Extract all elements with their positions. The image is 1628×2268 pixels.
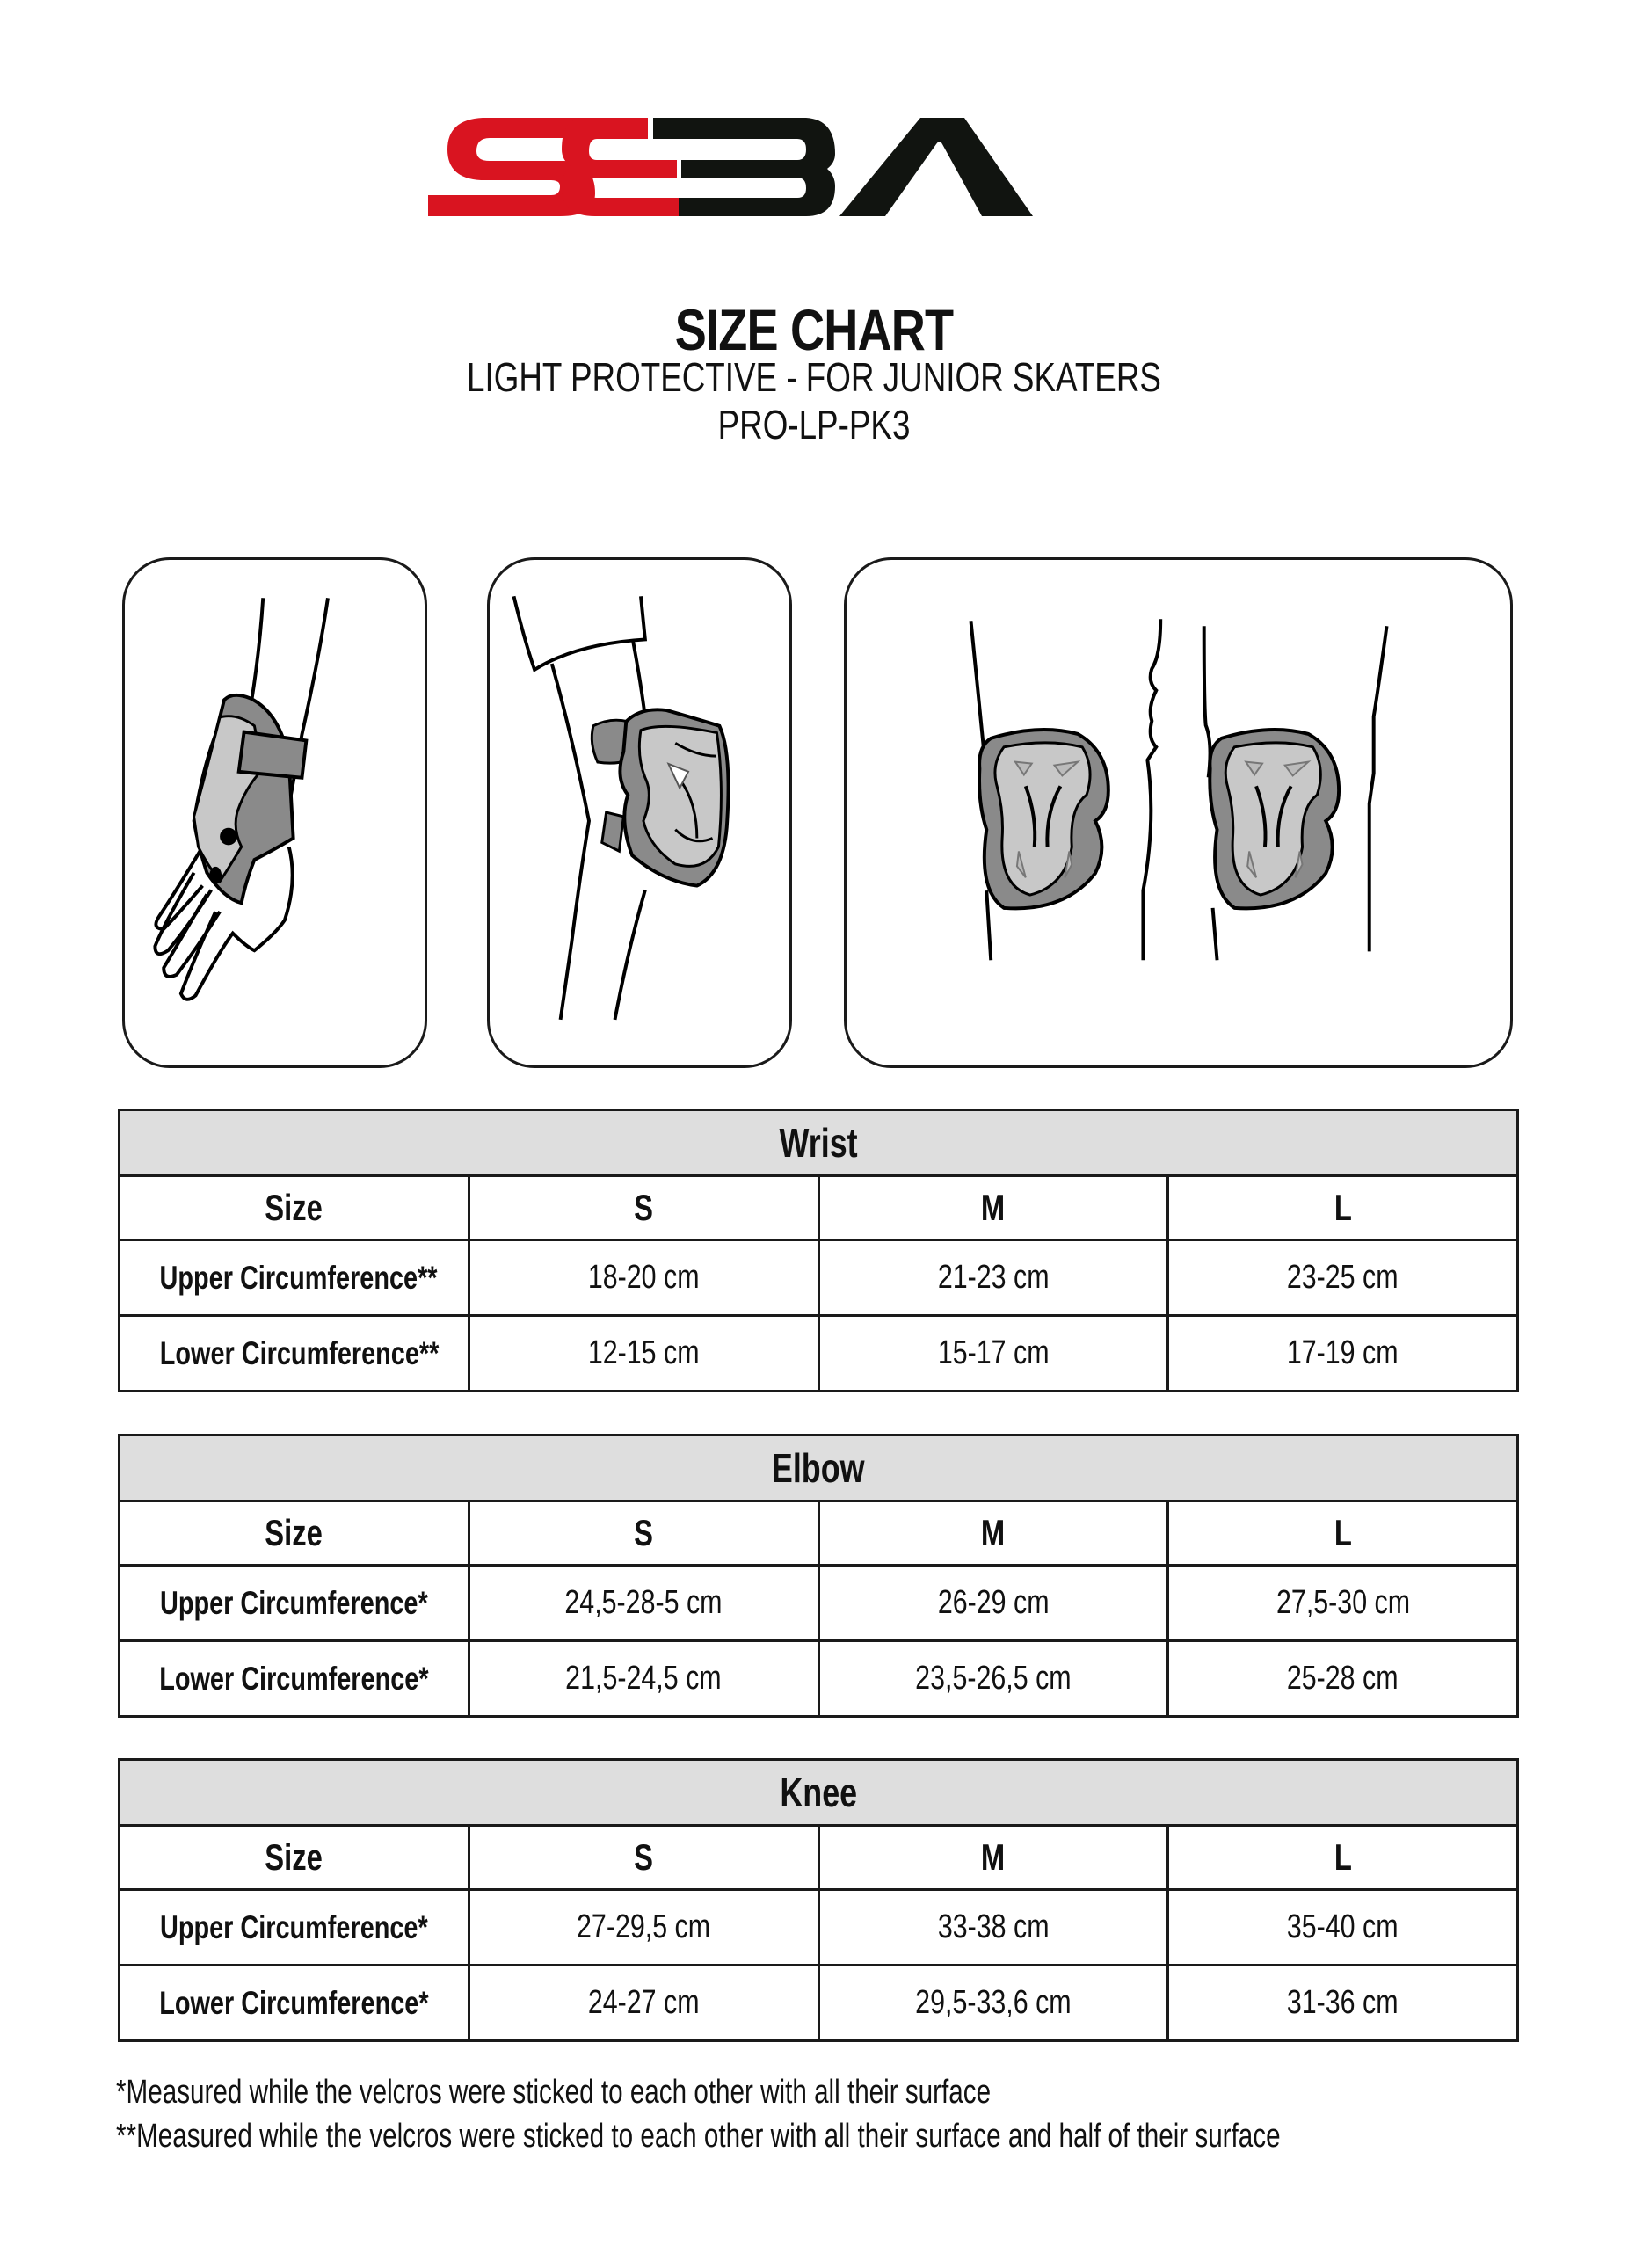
- wrist-guard-icon: [125, 560, 425, 1065]
- table-title: Knee: [120, 1760, 1518, 1826]
- table-row: [120, 1240, 1518, 1316]
- column-header-s: S: [469, 1176, 818, 1240]
- column-header-l: L: [1168, 1176, 1518, 1240]
- row-label: Upper Circumference*: [120, 1566, 469, 1641]
- wrist-size-table: [118, 1109, 1519, 1392]
- left-knee-pad: [979, 730, 1108, 908]
- table-cell: 23-25 cm: [1168, 1240, 1518, 1316]
- table-title: Elbow: [120, 1436, 1518, 1501]
- footnote-double-asterisk: **Measured while the velcros were sticked to each other with all their surface and half of their surface: [116, 2118, 1281, 2155]
- page-title: SIZE CHART: [674, 297, 954, 362]
- table-row: [120, 1316, 1518, 1392]
- column-header-s: S: [469, 1501, 818, 1566]
- row-label: Lower Circumference*: [120, 1966, 469, 2041]
- seba-logo: [428, 114, 1210, 220]
- table-title: Wrist: [120, 1110, 1518, 1176]
- column-header-s: S: [469, 1826, 818, 1890]
- table-cell: 27,5-30 cm: [1168, 1566, 1518, 1641]
- knee-size-table: [118, 1758, 1519, 2042]
- table-header-row: [120, 1501, 1518, 1566]
- table-cell: 15-17 cm: [818, 1316, 1168, 1392]
- row-label: Lower Circumference**: [120, 1316, 469, 1392]
- table-row: [120, 1890, 1518, 1966]
- right-knee-pad: [1210, 730, 1339, 908]
- row-label: Upper Circumference*: [120, 1890, 469, 1966]
- footnotes: [116, 2070, 1609, 2158]
- table-cell: 17-19 cm: [1168, 1316, 1518, 1392]
- table-cell: 21,5-24,5 cm: [469, 1641, 818, 1717]
- table-header-row: [120, 1176, 1518, 1240]
- elbow-size-table: [118, 1434, 1519, 1718]
- table-cell: 27-29,5 cm: [469, 1890, 818, 1966]
- table-row: [120, 1641, 1518, 1717]
- table-cell: 33-38 cm: [818, 1890, 1168, 1966]
- table-cell: 12-15 cm: [469, 1316, 818, 1392]
- table-row: [120, 1966, 1518, 2041]
- column-header-l: L: [1168, 1501, 1518, 1566]
- knee-pads-icon: [847, 560, 1510, 1065]
- footnote-single-asterisk: *Measured while the velcros were sticked to each other with all their surface: [116, 2074, 992, 2111]
- table-cell: 26-29 cm: [818, 1566, 1168, 1641]
- knee-pads-illustration: [844, 557, 1513, 1068]
- column-header-m: M: [818, 1176, 1168, 1240]
- table-cell: 35-40 cm: [1168, 1890, 1518, 1966]
- table-cell: 21-23 cm: [818, 1240, 1168, 1316]
- product-subtitle: LIGHT PROTECTIVE - FOR JUNIOR SKATERS: [467, 354, 1161, 400]
- column-header-m: M: [818, 1826, 1168, 1890]
- table-row: [120, 1566, 1518, 1641]
- row-label: Upper Circumference**: [120, 1240, 469, 1316]
- table-cell: 24-27 cm: [469, 1966, 818, 2041]
- table-cell: 29,5-33,6 cm: [818, 1966, 1168, 2041]
- elbow-pad-icon: [490, 560, 789, 1065]
- table-cell: 25-28 cm: [1168, 1641, 1518, 1717]
- elbow-pad-illustration: [487, 557, 792, 1068]
- table-cell: 18-20 cm: [469, 1240, 818, 1316]
- row-label: Lower Circumference*: [120, 1641, 469, 1717]
- column-header-size: Size: [120, 1501, 469, 1566]
- table-cell: 24,5-28-5 cm: [469, 1566, 818, 1641]
- column-header-m: M: [818, 1501, 1168, 1566]
- column-header-size: Size: [120, 1176, 469, 1240]
- column-header-l: L: [1168, 1826, 1518, 1890]
- table-cell: 31-36 cm: [1168, 1966, 1518, 2041]
- table-cell: 23,5-26,5 cm: [818, 1641, 1168, 1717]
- table-header-row: [120, 1826, 1518, 1890]
- product-code: PRO-LP-PK3: [717, 402, 911, 447]
- column-header-size: Size: [120, 1826, 469, 1890]
- wrist-guard-illustration: [122, 557, 427, 1068]
